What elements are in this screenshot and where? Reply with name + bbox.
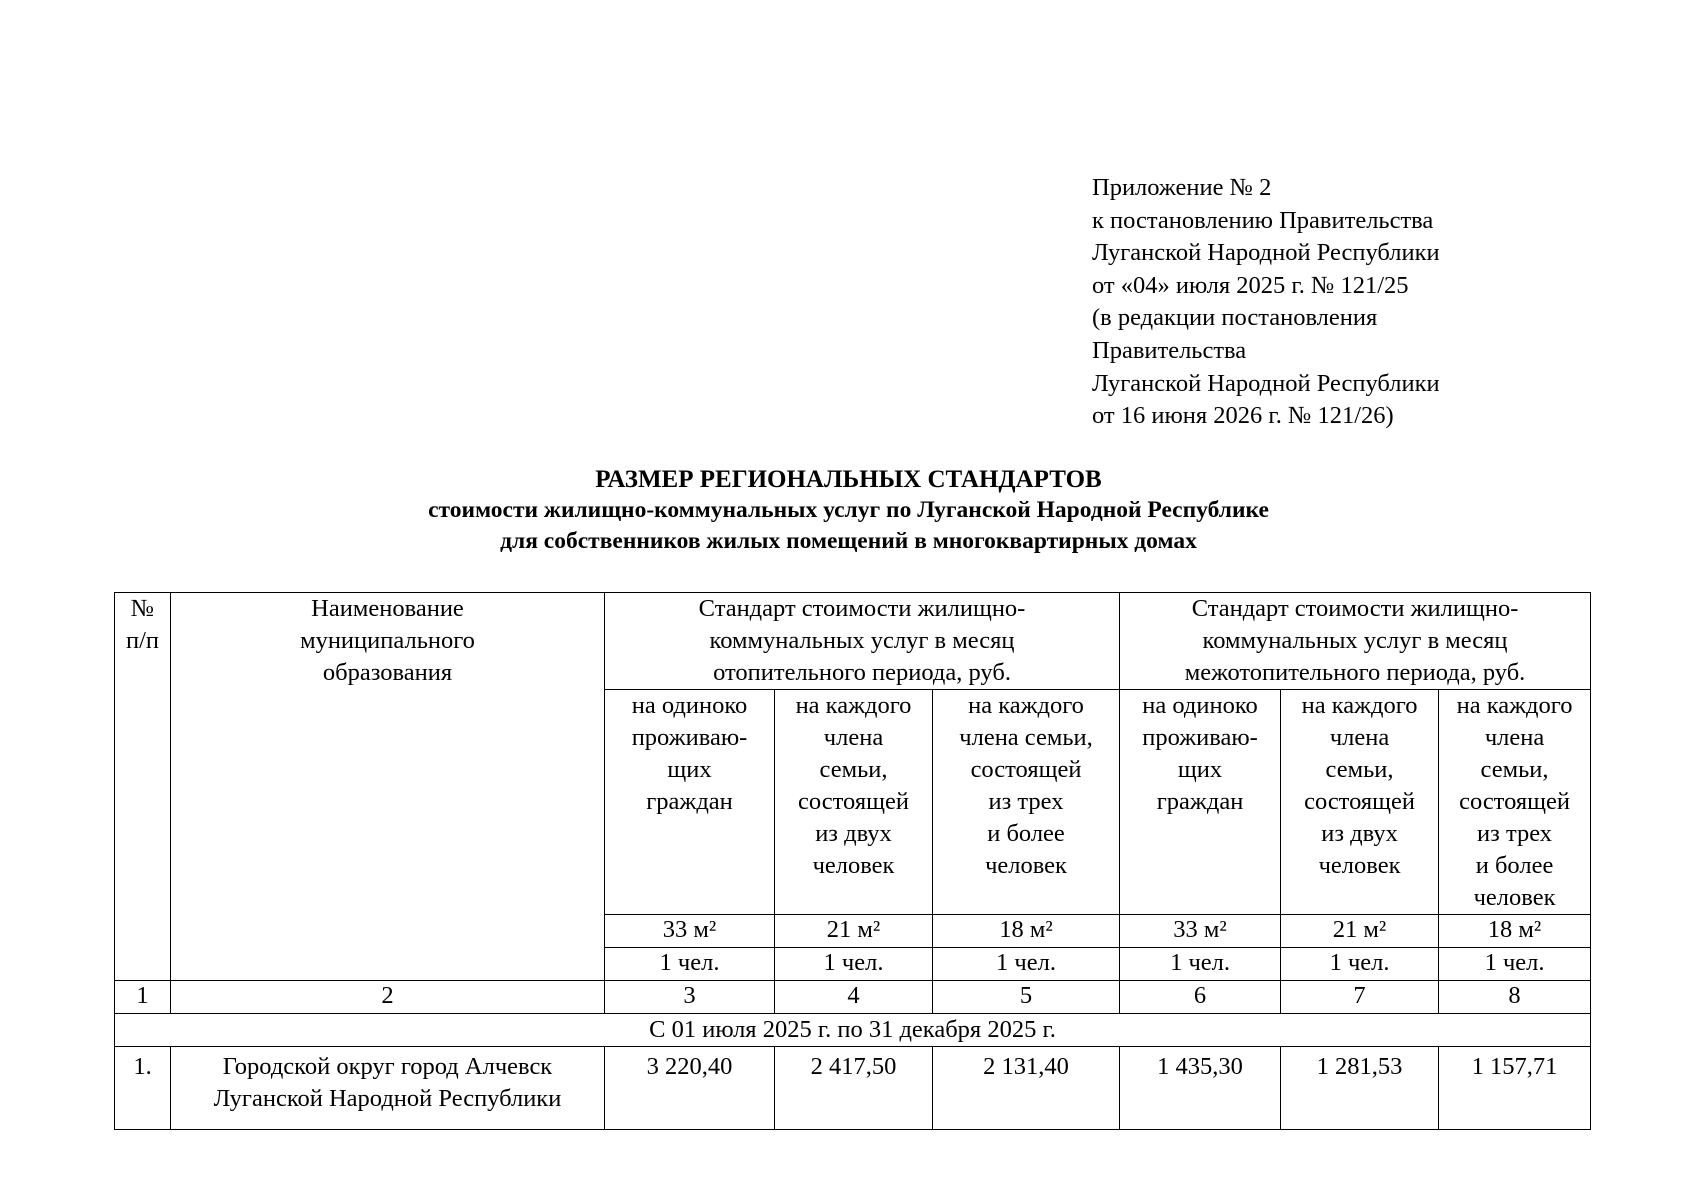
- column-number: 2: [171, 981, 605, 1014]
- table-row: [115, 1047, 1591, 1130]
- area-cell: 21 м²: [1281, 915, 1439, 948]
- value-cell: 1 435,30: [1120, 1047, 1281, 1130]
- header-num: № п/п: [115, 593, 171, 981]
- appendix-line: Правительства: [1092, 336, 1247, 364]
- column-number: 8: [1439, 981, 1591, 1014]
- subheader-cell: на каждого члена семьи, состоящей из трех и более человек: [933, 690, 1120, 915]
- title-line-3: для собственников жилых помещений в многоквартирных домах: [500, 528, 1197, 554]
- header-row: [115, 593, 1591, 690]
- row-number: 1.: [115, 1047, 171, 1130]
- document-title: [0, 464, 1697, 557]
- persons-cell: 1 чел.: [1281, 948, 1439, 981]
- appendix-line: Луганской Народной Республики: [1092, 239, 1440, 267]
- title-line-2: стоимости жилищно-коммунальных услуг по Луганской Народной Республике: [428, 497, 1269, 523]
- column-number-row: [115, 981, 1591, 1014]
- persons-cell: 1 чел.: [933, 948, 1120, 981]
- period-label: С 01 июля 2025 г. по 31 декабря 2025 г.: [115, 1014, 1591, 1047]
- appendix-line: от «04» июля 2025 г. № 121/25: [1092, 271, 1409, 299]
- appendix-reference: [1092, 172, 1440, 433]
- appendix-line: Луганской Народной Республики: [1092, 369, 1440, 397]
- area-cell: 18 м²: [1439, 915, 1591, 948]
- column-number: 5: [933, 981, 1120, 1014]
- column-number: 7: [1281, 981, 1439, 1014]
- period-row: [115, 1014, 1591, 1047]
- value-cell: 2 417,50: [775, 1047, 933, 1130]
- area-cell: 33 м²: [605, 915, 775, 948]
- subheader-cell: на одиноко проживаю- щих граждан: [605, 690, 775, 915]
- value-cell: 2 131,40: [933, 1047, 1120, 1130]
- persons-cell: 1 чел.: [605, 948, 775, 981]
- value-cell: 1 157,71: [1439, 1047, 1591, 1130]
- column-number: 4: [775, 981, 933, 1014]
- header-name: Наименование муниципального образования: [171, 593, 605, 981]
- persons-cell: 1 чел.: [775, 948, 933, 981]
- municipality-name: Городской округ город Алчевск Луганской Народной Республики: [171, 1047, 605, 1130]
- area-cell: 18 м²: [933, 915, 1120, 948]
- header-non-heating-period: Стандарт стоимости жилищно- коммунальных услуг в месяц межотопительного периода, руб.: [1120, 593, 1591, 690]
- appendix-line: к постановлению Правительства: [1092, 206, 1434, 234]
- appendix-line: (в редакции постановления: [1092, 304, 1378, 332]
- column-number: 1: [115, 981, 171, 1014]
- value-cell: 3 220,40: [605, 1047, 775, 1130]
- subheader-cell: на каждого члена семьи, состоящей из двух человек: [775, 690, 933, 915]
- appendix-line: от 16 июня 2026 г. № 121/26): [1092, 402, 1394, 430]
- area-cell: 21 м²: [775, 915, 933, 948]
- persons-cell: 1 чел.: [1439, 948, 1591, 981]
- persons-cell: 1 чел.: [1120, 948, 1281, 981]
- value-cell: 1 281,53: [1281, 1047, 1439, 1130]
- header-heating-period: Стандарт стоимости жилищно- коммунальных услуг в месяц отопительного периода, руб.: [605, 593, 1120, 690]
- column-number: 6: [1120, 981, 1281, 1014]
- column-number: 3: [605, 981, 775, 1014]
- area-cell: 33 м²: [1120, 915, 1281, 948]
- subheader-cell: на одиноко проживаю- щих граждан: [1120, 690, 1281, 915]
- appendix-line: Приложение № 2: [1092, 174, 1272, 201]
- rates-table: [114, 592, 1591, 1130]
- subheader-cell: на каждого члена семьи, состоящей из двух человек: [1281, 690, 1439, 915]
- subheader-cell: на каждого члена семьи, состоящей из трех и более человек: [1439, 690, 1591, 915]
- title-line-1: РАЗМЕР РЕГИОНАЛЬНЫХ СТАНДАРТОВ: [595, 466, 1102, 493]
